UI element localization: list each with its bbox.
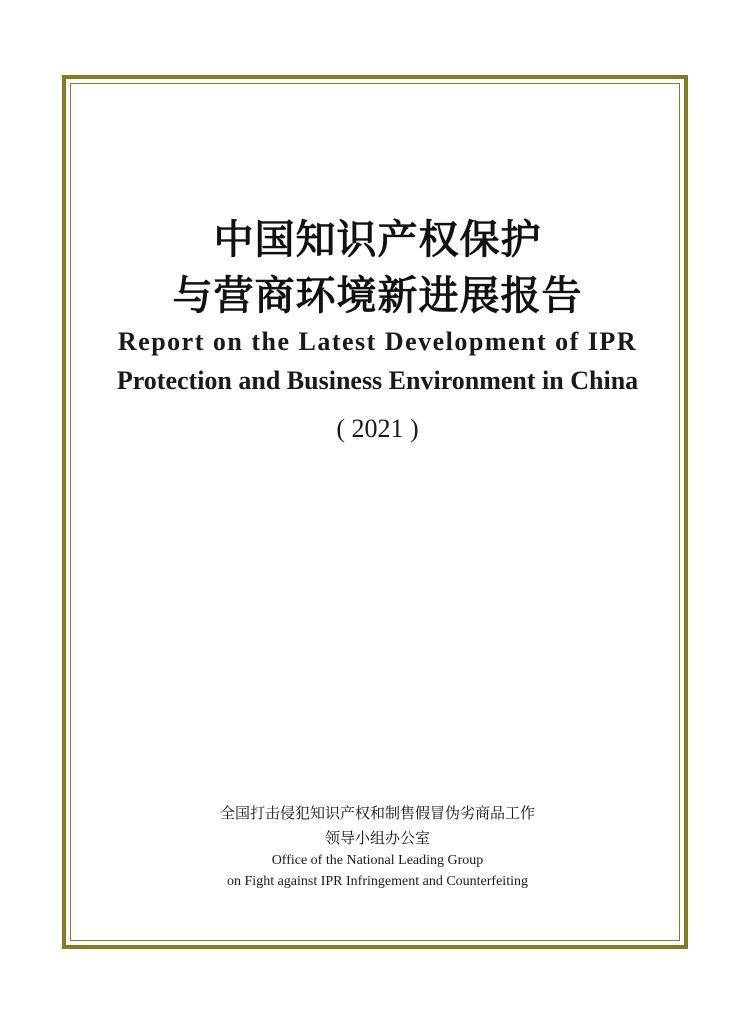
publisher-chinese-line-1: 全国打击侵犯知识产权和制售假冒伪劣商品工作	[219, 804, 535, 822]
title-english-line-2: Protection and Business Environment in China	[116, 366, 639, 395]
publisher-english-line-1: Office of the National Leading Group	[271, 853, 484, 868]
title-english-line-1: Report on the Latest Development of IPR	[117, 327, 638, 356]
title-chinese-line-2: 与营商环境新进展报告	[172, 272, 583, 319]
title-chinese-line-1: 中国知识产权保护	[213, 216, 542, 263]
publisher-english-line-2: on Fight against IPR Infringement and Counterfeiting	[227, 874, 528, 889]
publisher-chinese-line-2: 领导小组办公室	[324, 829, 430, 847]
report-year: ( 2021 )	[336, 414, 419, 443]
